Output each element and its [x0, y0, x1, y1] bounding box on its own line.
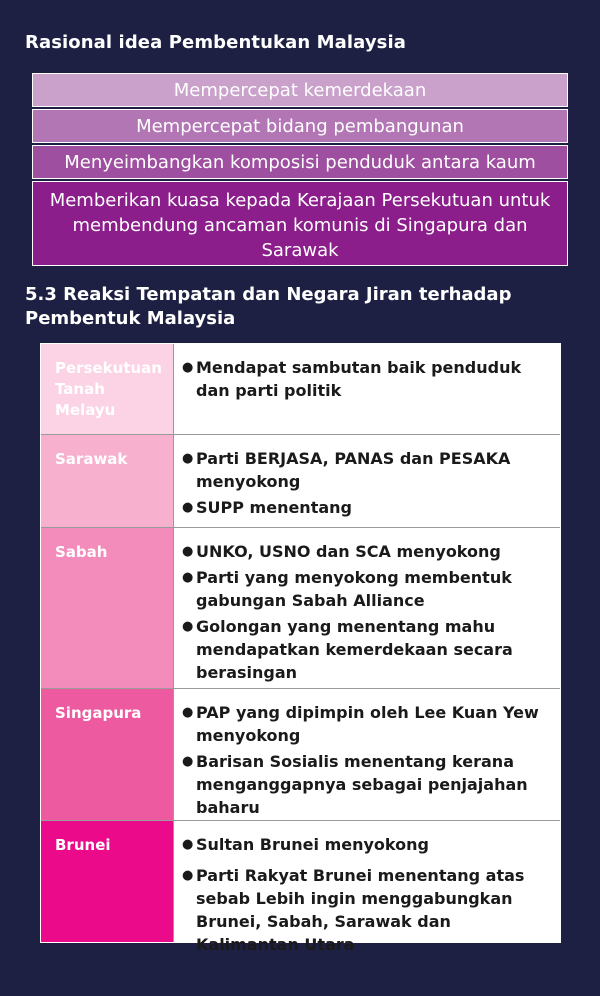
bullet-item [182, 833, 552, 856]
bullet-text: SUPP menentang [196, 498, 352, 517]
region-label: Sabah [55, 543, 108, 561]
bullet-item [182, 750, 552, 819]
table-row [41, 821, 560, 954]
bullet-dot-icon: ● [182, 544, 194, 559]
bullet-text: UNKO, USNO dan SCA menyokong [196, 542, 501, 561]
rationale-list [32, 73, 568, 268]
bullet-text: Parti yang menyokong membentuk gabungan Sabah Alliance [196, 568, 512, 610]
bullet-dot-icon: ● [182, 619, 194, 634]
bullet-text: Parti Rakyat Brunei menentang atas sebab Lebih ingin menggabungkan Brunei, Sabah, Sarawak dan Kalimantan Utara [196, 866, 525, 954]
reaction-table [40, 343, 561, 954]
region-label: Sarawak [55, 450, 128, 468]
region-cell [41, 689, 174, 820]
rationale-item: Menyeimbangkan komposisi penduduk antara kaum [32, 145, 568, 179]
table-row [41, 344, 560, 435]
table-row [41, 528, 560, 689]
bullet-dot-icon: ● [182, 754, 194, 769]
bullet-text: Mendapat sambutan baik penduduk dan parti politik [196, 358, 522, 400]
region-label: Singapura [55, 704, 142, 722]
region-cell [41, 435, 174, 527]
bullet-dot-icon: ● [182, 705, 194, 720]
bullet-item [182, 496, 552, 519]
reaction-cell [174, 689, 560, 820]
bullet-text: Parti BERJASA, PANAS dan PESAKA menyokong [196, 449, 511, 491]
reaction-cell [174, 435, 560, 527]
bullet-item [182, 356, 552, 402]
bullet-dot-icon: ● [182, 837, 194, 852]
section-title-reaksi: 5.3 Reaksi Tempatan dan Negara Jiran terhadap Pembentuk Malaysia [25, 284, 512, 329]
rationale-item: Memberikan kuasa kepada Kerajaan Persekutuan untuk membendung ancaman komunis di Singapura dan Sarawak [32, 181, 568, 266]
bullet-item [182, 566, 552, 612]
region-label: Persekutuan Tanah Melayu [55, 359, 162, 419]
table-row [41, 689, 560, 821]
section-title-rasional: Rasional idea Pembentukan Malaysia [25, 32, 406, 53]
bullet-dot-icon: ● [182, 500, 194, 515]
reaction-cell [174, 528, 560, 688]
bullet-item [182, 540, 552, 563]
region-cell [41, 344, 174, 434]
bullet-dot-icon: ● [182, 451, 194, 466]
reaction-cell [174, 821, 560, 954]
reaction-cell [174, 344, 560, 434]
bullet-dot-icon: ● [182, 868, 194, 883]
bullet-text: Barisan Sosialis menentang kerana menganggapnya sebagai penjajahan baharu [196, 752, 528, 817]
bullet-text: Sultan Brunei menyokong [196, 835, 429, 854]
rationale-item: Mempercepat kemerdekaan [32, 73, 568, 107]
bullet-item [182, 447, 552, 493]
region-cell [41, 528, 174, 688]
bullet-text: Golongan yang menentang mahu mendapatkan kemerdekaan secara berasingan [196, 617, 513, 682]
bullet-dot-icon: ● [182, 570, 194, 585]
region-label: Brunei [55, 836, 111, 854]
bullet-item [182, 864, 552, 956]
region-cell [41, 821, 174, 942]
bullet-dot-icon: ● [182, 360, 194, 375]
rationale-item: Mempercepat bidang pembangunan [32, 109, 568, 143]
bullet-item [182, 615, 552, 684]
table-row [41, 435, 560, 528]
bullet-item [182, 701, 552, 747]
bullet-text: PAP yang dipimpin oleh Lee Kuan Yew menyokong [196, 703, 539, 745]
